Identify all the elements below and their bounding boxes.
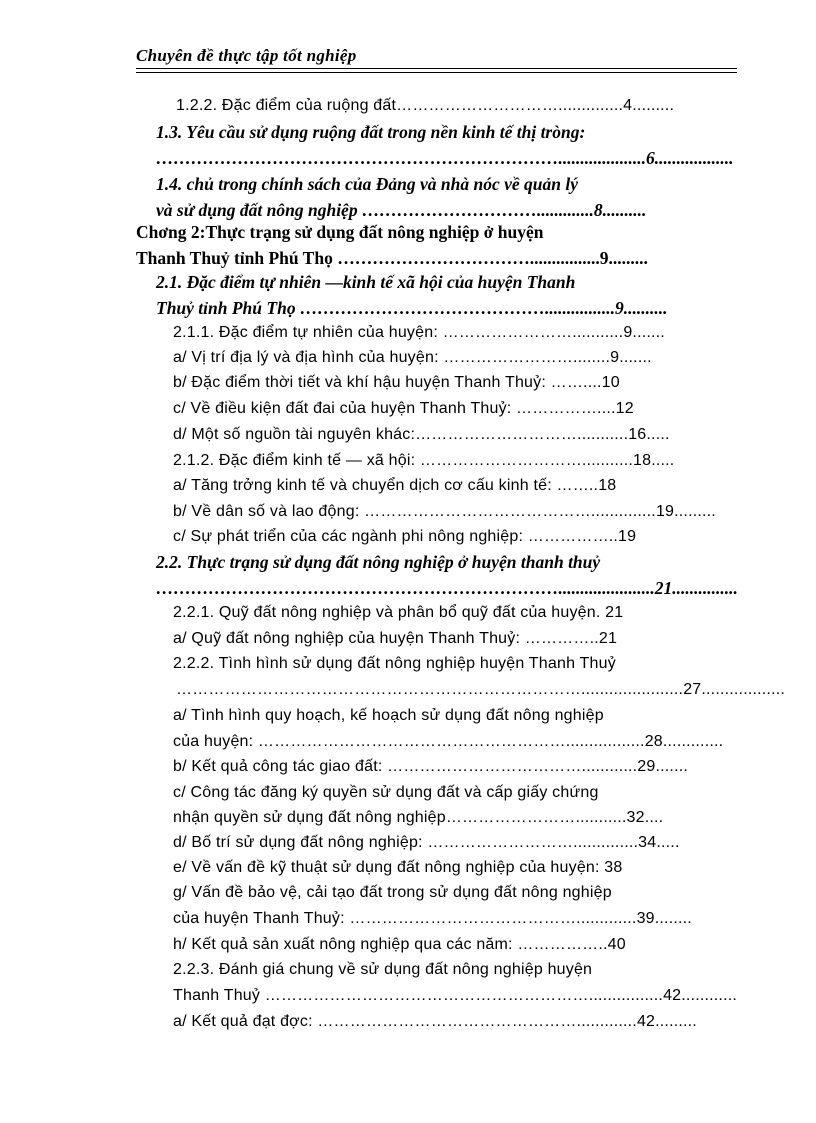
header-rule-bottom xyxy=(136,72,737,73)
toc-entry: 2.1.1. Đặc điểm tự nhiên của huyện: ……………………...........9....... xyxy=(173,324,665,341)
toc-entry: của huyện Thanh Thuỷ: …………………………………….............39........ xyxy=(173,910,692,927)
toc-entry: a/ Tình hình quy hoạch, kế hoạch sử dụng đất nông nghiệp xyxy=(173,707,604,724)
toc-entry: Thuỷ tỉnh Phú Thọ ……………………………………................9.......... xyxy=(156,298,668,318)
toc-entry: a/ Vị trí địa lý và địa hình của huyện: ……………………........9....... xyxy=(173,349,652,366)
toc-entry: c/ Công tác đăng ký quyền sử dụng đất và cấp giấy chứng xyxy=(173,784,599,801)
toc-entry: ……………………………………………………………......................21............... xyxy=(156,578,738,598)
toc-entry: 1.2.2. Đặc điểm của ruộng đất…………………………..............4......... xyxy=(176,97,675,114)
toc-entry: Chơng 2:Thực trạng sử dụng đất nông nghiệp ở huyện xyxy=(136,222,544,242)
toc-entry: b/ Kết quả công tác giao đất: ………………………………............29....... xyxy=(173,758,689,775)
toc-entry: và sử dụng đất nông nghiệp ………………………….............8.......... xyxy=(156,200,647,220)
toc-entry: 2.1. Đặc điểm tự nhiên —kinh tế xã hội của huyện Thanh xyxy=(156,272,576,292)
header-title: Chuyên đề thực tập tốt nghiệp xyxy=(136,46,357,65)
toc-entry: 2.2.1. Quỹ đất nông nghiệp và phân bổ quỹ đất của huyện. 21 xyxy=(173,604,624,621)
toc-entry: b/ Về dân số và lao động: ……………………………………..............19......... xyxy=(173,503,716,520)
toc-entry: a/ Tăng trởng kinh tế và chuyển dịch cơ cấu kinh tế: ……..18 xyxy=(173,477,617,494)
toc-entry: d/ Một số nguồn tài nguyên khác:…………………………...........16..... xyxy=(173,426,670,443)
toc-entry: h/ Kết quả sản xuất nông nghiệp qua các năm: ……………..40 xyxy=(173,936,626,953)
toc-entry: của huyện: ………………………………………………….................28............. xyxy=(173,733,724,750)
toc-entry: 2.1.2. Đặc điểm kinh tế — xã hội: …………………………...........18..... xyxy=(173,452,675,469)
header-rule-top xyxy=(136,68,737,69)
toc-entry: …………………………………………………………………......................27.................. xyxy=(176,681,786,698)
toc-entry: Thanh Thuỷ ……………………………………………………................42............ xyxy=(173,987,738,1004)
toc-entry: a/ Kết quả đạt đợc: ………………………………………….............42......... xyxy=(173,1013,697,1030)
toc-entry: e/ Về vấn đề kỹ thuật sử dụng đất nông nghiệp của huyện: 38 xyxy=(173,859,623,876)
toc-entry: 2.2.3. Đánh giá chung về sử dụng đất nông nghiệp huyện xyxy=(173,961,593,978)
toc-entry: b/ Đặc điểm thời tiết và khí hậu huyện Thanh Thuỷ: ……....10 xyxy=(173,374,620,391)
toc-entry: 2.2. Thực trạng sử dụng đất nông nghiệp ở huyện thanh thuỷ xyxy=(156,552,601,572)
toc-entry: c/ Sự phát triển của các ngành phi nông nghiệp: ……………..19 xyxy=(173,528,637,545)
toc-entry: nhận quyền sử dụng đất nông nghiệp……………………...........32.... xyxy=(173,809,664,826)
toc-entry: d/ Bố trí sử dụng đất nông nghiệp: ………………………..............34..... xyxy=(173,834,680,851)
page-header xyxy=(136,46,737,66)
toc-entry: 2.2.2. Tình hình sử dụng đất nông nghiệp huyện Thanh Thuỷ xyxy=(173,655,616,672)
toc-entry: g/ Vấn đề bảo vệ, cải tạo đất trong sử dụng đất nông nghiệp xyxy=(173,884,612,901)
toc-entry: a/ Quỹ đất nông nghiệp của huyện Thanh Thuỷ: …………..21 xyxy=(173,630,618,647)
toc-entry: Thanh Thuỷ tỉnh Phú Thọ ……………………………................9......... xyxy=(136,248,648,268)
toc-entry: 1.4. chủ trong chính sách của Đảng và nhà nóc về quản lý xyxy=(156,174,579,194)
toc-entry: c/ Về điều kiện đất đai của huyện Thanh Thuỷ: ……………....12 xyxy=(173,400,634,417)
toc-entry: ……………………………………………………………....................6.................. xyxy=(156,148,734,168)
toc-entry: 1.3. Yêu cầu sử dụng ruộng đất trong nền kinh tế thị tròng: xyxy=(156,122,586,142)
